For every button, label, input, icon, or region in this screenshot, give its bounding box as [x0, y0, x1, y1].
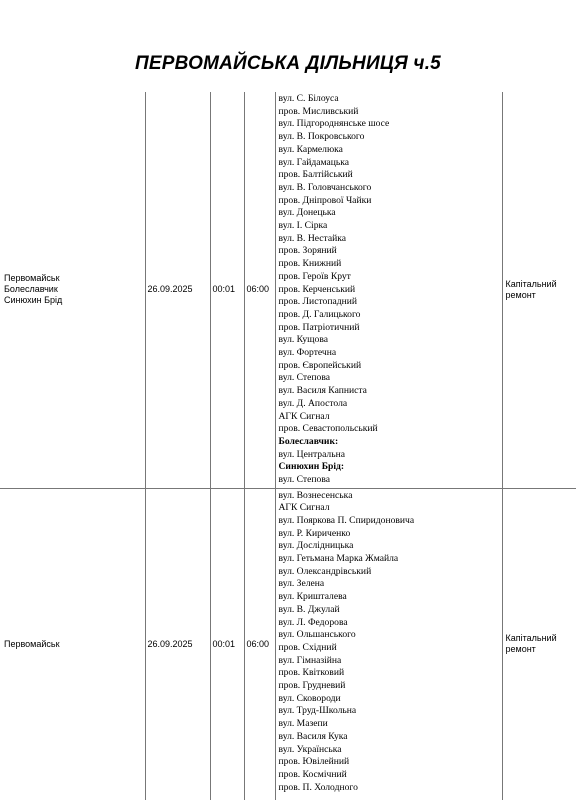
page-title: ПЕРВОМАЙСЬКА ДІЛЬНИЦЯ ч.5: [135, 53, 441, 74]
location-name: Первомайськ: [4, 273, 60, 284]
street-item: вул. Василя Кука: [278, 730, 348, 742]
street-item: пров. Керченський: [278, 283, 356, 295]
street-item: пров. Севастопольський: [278, 423, 378, 435]
location-name: Первомайськ: [4, 638, 60, 649]
street-item: пров. Патріотичний: [278, 321, 360, 333]
streets-cell: [275, 488, 502, 800]
street-item: вул. Ольшанського: [278, 629, 356, 641]
street-item: вул. Сковороди: [278, 692, 341, 704]
time-from-cell: 00:01: [210, 92, 244, 488]
street-item: вул. Л. Федорова: [278, 616, 348, 628]
street-item: АГК Сигнал: [278, 502, 330, 514]
street-item: пров. Європейський: [278, 359, 362, 371]
street-item: вул. В. Головчанського: [278, 181, 372, 193]
street-item: вул. Вознесенська: [278, 489, 353, 501]
street-item: вул. Гетьмана Марка Жмайла: [278, 553, 399, 565]
street-item: вул. Підгороднянське шосе: [278, 118, 390, 130]
street-item: пров. Квітковий: [278, 667, 345, 679]
street-item: вул. Фортечна: [278, 347, 337, 359]
streets-cell: [275, 92, 502, 488]
street-item: пров. Ювілейний: [278, 756, 350, 768]
street-item: пров. Д. Галицького: [278, 308, 361, 320]
street-item: вул. Гімназійна: [278, 654, 342, 666]
street-item: вул. Мазепи: [278, 718, 328, 730]
table-row: [0, 92, 576, 488]
street-item: вул. Р. Кириченко: [278, 527, 351, 539]
street-item: пров. Східний: [278, 641, 337, 653]
street-item: вул. Українська: [278, 743, 342, 755]
street-item: вул. В. Нестайка: [278, 232, 347, 244]
street-item: пров. Листопадний: [278, 296, 357, 308]
work-type-cell: [502, 92, 576, 488]
street-item: Болеславчик:: [278, 435, 339, 447]
time-to-cell: 06:00: [244, 488, 275, 800]
street-item: вул. В. Покровського: [278, 131, 365, 143]
street-item: пров. Книжний: [278, 258, 342, 270]
street-item: вул. Кармелюка: [278, 143, 343, 155]
street-item: вул. Гайдамацька: [278, 156, 350, 168]
table-row: [0, 488, 576, 800]
street-item: вул. Труд-Школьна: [278, 705, 357, 717]
work-type: Капітальний ремонт: [505, 633, 557, 655]
work-type-cell: [502, 488, 576, 800]
street-item: вул. І. Сірка: [278, 220, 328, 232]
street-item: пров. Грудневий: [278, 680, 346, 692]
date-cell: 26.09.2025: [145, 488, 210, 800]
street-item: вул. Василя Капниста: [278, 385, 367, 397]
date-cell: 26.09.2025: [145, 92, 210, 488]
street-item: пров. Зоряний: [278, 245, 337, 257]
work-type: Капітальний ремонт: [505, 278, 557, 300]
street-list: [279, 93, 502, 487]
street-item: вул. Пояркова П. Спиридоновича: [278, 514, 415, 526]
outage-schedule-table: [0, 92, 576, 800]
time-to-cell: 06:00: [244, 92, 275, 488]
location-name: Синюхин Брід: [4, 295, 63, 306]
street-item: вул. Донецька: [278, 207, 336, 219]
street-list: [279, 490, 502, 795]
street-item: Синюхин Брід:: [278, 461, 345, 473]
street-item: вул. Олександрівський: [278, 565, 372, 577]
street-item: АГК Сигнал: [278, 410, 330, 422]
street-item: вул. Зелена: [278, 578, 325, 590]
location-cell: [0, 92, 145, 488]
street-item: вул. Степова: [278, 372, 330, 384]
street-item: вул. С. Білоуса: [278, 93, 339, 104]
street-item: пров. П. Холодного: [278, 781, 358, 793]
street-item: пров. Балтійський: [278, 169, 353, 181]
street-item: вул. Кущова: [278, 334, 328, 346]
street-item: вул. Д. Апостола: [278, 397, 348, 409]
location-name: Болеславчик: [4, 284, 58, 295]
street-item: пров. Космічний: [278, 768, 347, 780]
time-from-cell: 00:01: [210, 488, 244, 800]
street-item: вул. Кришталева: [278, 591, 347, 603]
street-item: пров. Героїв Крут: [278, 270, 351, 282]
street-item: пров. Дніпрової Чайки: [278, 194, 372, 206]
street-item: вул. В. Джулай: [278, 603, 340, 615]
street-item: вул. Степова: [278, 474, 330, 486]
street-item: пров. Мисливський: [278, 105, 359, 117]
street-item: вул. Дослідницька: [278, 540, 354, 552]
location-cell: [0, 488, 145, 800]
street-item: вул. Центральна: [278, 448, 345, 460]
